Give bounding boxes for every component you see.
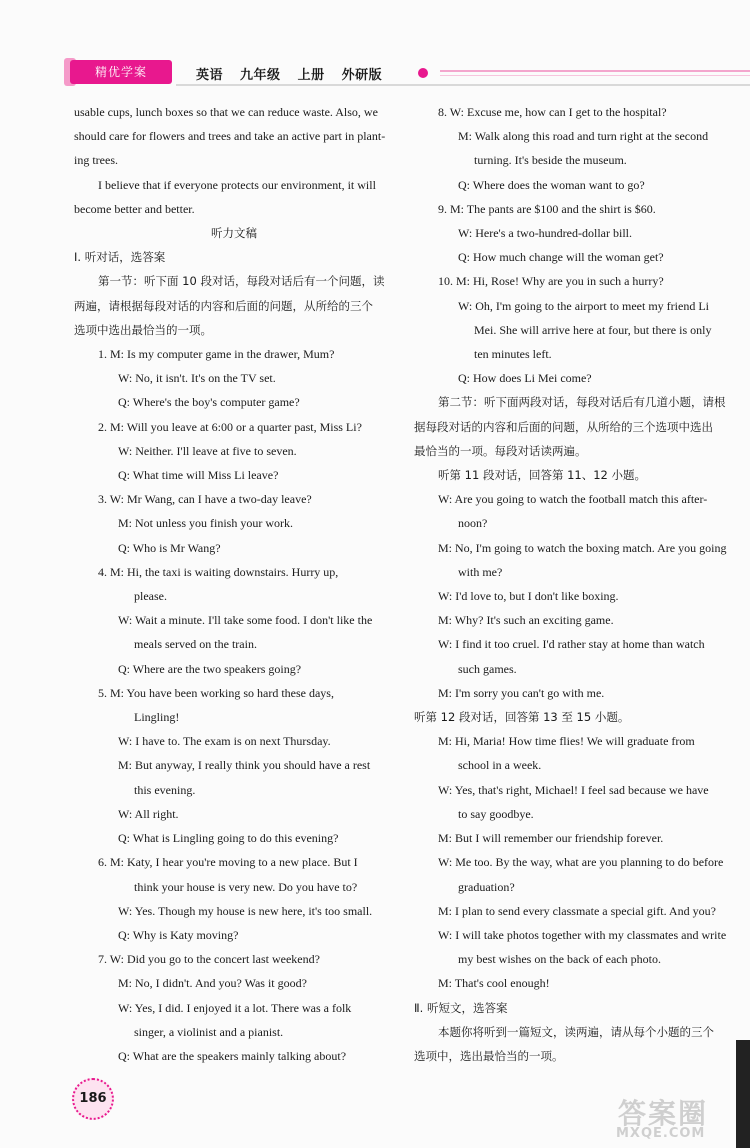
text-line: Lingling! [134,710,180,725]
text-line: W: Neither. I'll leave at five to seven. [118,443,297,458]
text-line: M: I plan to send every classmate a special gift. And you? [438,903,716,918]
text-line: school in a week. [458,758,542,773]
text-line: noon? [458,516,488,531]
header-rule [176,84,750,86]
text-line: 选项中选出最恰当的一项。 [74,322,212,337]
volume-label: 上册 [297,68,325,83]
text-line: should care for flowers and trees and take an active part in plant- [74,129,386,144]
text-line: 7. W: Did you go to the concert last weekend? [98,952,320,967]
text-line: Q: What time will Miss Li leave? [118,468,279,483]
text-line: Ⅱ. 听短文，选答案 [414,1000,508,1015]
text-line: with me? [458,564,503,579]
text-line: ten minutes left. [474,347,552,362]
text-line: W: Wait a minute. I'll take some food. I don't like the [118,613,373,628]
text-line: to say goodbye. [458,806,534,821]
text-line: Q: Where's the boy's computer game? [118,395,300,410]
brand-label: 精优学案 [70,60,172,84]
text-line: Q: Who is Mr Wang? [118,540,221,555]
text-line: I believe that if everyone protects our environment, it will [98,177,376,192]
header-rule-pink-thin [440,75,750,76]
page-header [0,52,750,92]
text-line: W: Here's a two-hundred-dollar bill. [458,226,632,241]
text-line: W: Are you going to watch the football match this after- [438,492,708,507]
text-line: Q: What are the speakers mainly talking about? [118,1048,347,1063]
text-line: W: I have to. The exam is on next Thursday. [118,734,331,749]
text-line: M: I'm sorry you can't go with me. [438,685,605,700]
text-line: Ⅰ. 听对话，选答案 [74,250,166,265]
text-line: W: Yes, I did. I enjoyed it a lot. There was a folk [118,1000,352,1015]
text-line: W: Oh, I'm going to the airport to meet my friend Li [458,298,709,313]
text-line: 两遍，请根据每段对话的内容和后面的问题，从所给的三个 [74,298,373,313]
edition-label: 外研版 [341,68,383,83]
text-line: W: No, it isn't. It's on the TV set. [118,371,276,386]
text-line: M: Hi, Maria! How time flies! We will graduate from [438,734,695,749]
text-line: M: But I will remember our friendship forever. [438,831,664,846]
text-line: Q: What is Lingling going to do this evening? [118,831,339,846]
text-line: 据每段对话的内容和后面的问题，从所给的三个选项中选出 [414,419,713,434]
text-line: 最恰当的一项。每段对话读两遍。 [414,443,587,458]
text-line: graduation? [458,879,515,894]
text-line: Q: How does Li Mei come? [458,371,592,386]
text-line: 10. M: Hi, Rose! Why are you in such a hurry? [438,274,664,289]
text-line: W: Yes, that's right, Michael! I feel sad because we have [438,782,709,797]
book-info [196,64,394,83]
text-line: M: That's cool enough! [438,976,550,991]
text-line: W: I'd love to, but I don't like boxing. [438,589,619,604]
text-line: please. [134,589,167,604]
text-line: 选项中，选出最恰当的一项。 [414,1048,564,1063]
text-line: usable cups, lunch boxes so that we can reduce waste. Also, we [74,105,378,119]
text-line: 听力文稿 [211,226,257,241]
watermark-logo [610,1092,740,1144]
right-column [414,100,734,1068]
text-line: M: Why? It's such an exciting game. [438,613,614,628]
text-line: W: Yes. Though my house is new here, it's too small. [118,903,373,918]
text-line: M: No, I didn't. And you? Was it good? [118,976,307,991]
text-line: think your house is very new. Do you have to? [134,879,358,894]
watermark-text: 答案圈 [618,1097,709,1130]
left-column [74,100,394,1068]
text-line: W: All right. [118,806,179,821]
text-line: M: No, I'm going to watch the boxing match. Are you going [438,540,727,555]
text-line: meals served on the train. [134,637,257,652]
text-line: such games. [458,661,517,676]
text-line: W: Me too. By the way, what are you planning to do before [438,855,724,870]
text-line: my best wishes on the back of each photo. [458,952,661,967]
text-line: 8. W: Excuse me, how can I get to the hospital? [438,105,667,119]
header-rule-pink [440,70,750,72]
text-line: this evening. [134,782,196,797]
text-line: W: I will take photos together with my classmates and write [438,927,727,942]
text-line: 听第 12 段对话，回答第 13 至 15 小题。 [414,710,630,725]
text-line: 3. W: Mr Wang, can I have a two-day leave? [98,492,312,507]
text-line: 4. M: Hi, the taxi is waiting downstairs. Hurry up, [98,564,339,579]
text-line: Q: Where does the woman want to go? [458,177,645,192]
text-line: Q: How much change will the woman get? [458,250,664,265]
text-line: 1. M: Is my computer game in the drawer, Mum? [98,347,335,362]
text-line: Mei. She will arrive here at four, but there is only [474,322,712,337]
text-line: Q: Where are the two speakers going? [118,661,302,676]
grade-label: 九年级 [240,68,281,83]
text-line: 9. M: The pants are $100 and the shirt is $60. [438,201,656,216]
text-line: ing trees. [74,153,118,168]
subject-label: 英语 [196,68,224,83]
text-line: M: But anyway, I really think you should have a rest [118,758,371,773]
text-line: 2. M: Will you leave at 6:00 or a quarter past, Miss Li? [98,419,362,434]
text-line: M: Not unless you finish your work. [118,516,293,531]
text-line: become better and better. [74,201,195,216]
text-line: 6. M: Katy, I hear you're moving to a new place. But I [98,855,358,870]
text-line: 5. M: You have been working so hard these days, [98,685,334,700]
text-line: 第二节：听下面两段对话，每段对话后有几道小题，请根 [438,395,726,410]
text-line: Q: Why is Katy moving? [118,927,239,942]
page-number: 186 [72,1078,114,1120]
text-line: singer, a violinist and a pianist. [134,1024,284,1039]
text-line: turning. It's beside the museum. [474,153,627,168]
watermark-url: MXQE.COM [616,1126,706,1141]
text-line: 听第 11 段对话，回答第 11、12 小题。 [438,468,647,483]
text-line: 本题你将听到一篇短文，读两遍，请从每个小题的三个 [438,1024,714,1039]
header-dot-icon [418,68,428,78]
text-line: 第一节：听下面 10 段对话，每段对话后有一个问题，读 [98,274,385,289]
text-line: M: Walk along this road and turn right at the second [458,129,709,144]
text-line: W: I find it too cruel. I'd rather stay at home than watch [438,637,705,652]
